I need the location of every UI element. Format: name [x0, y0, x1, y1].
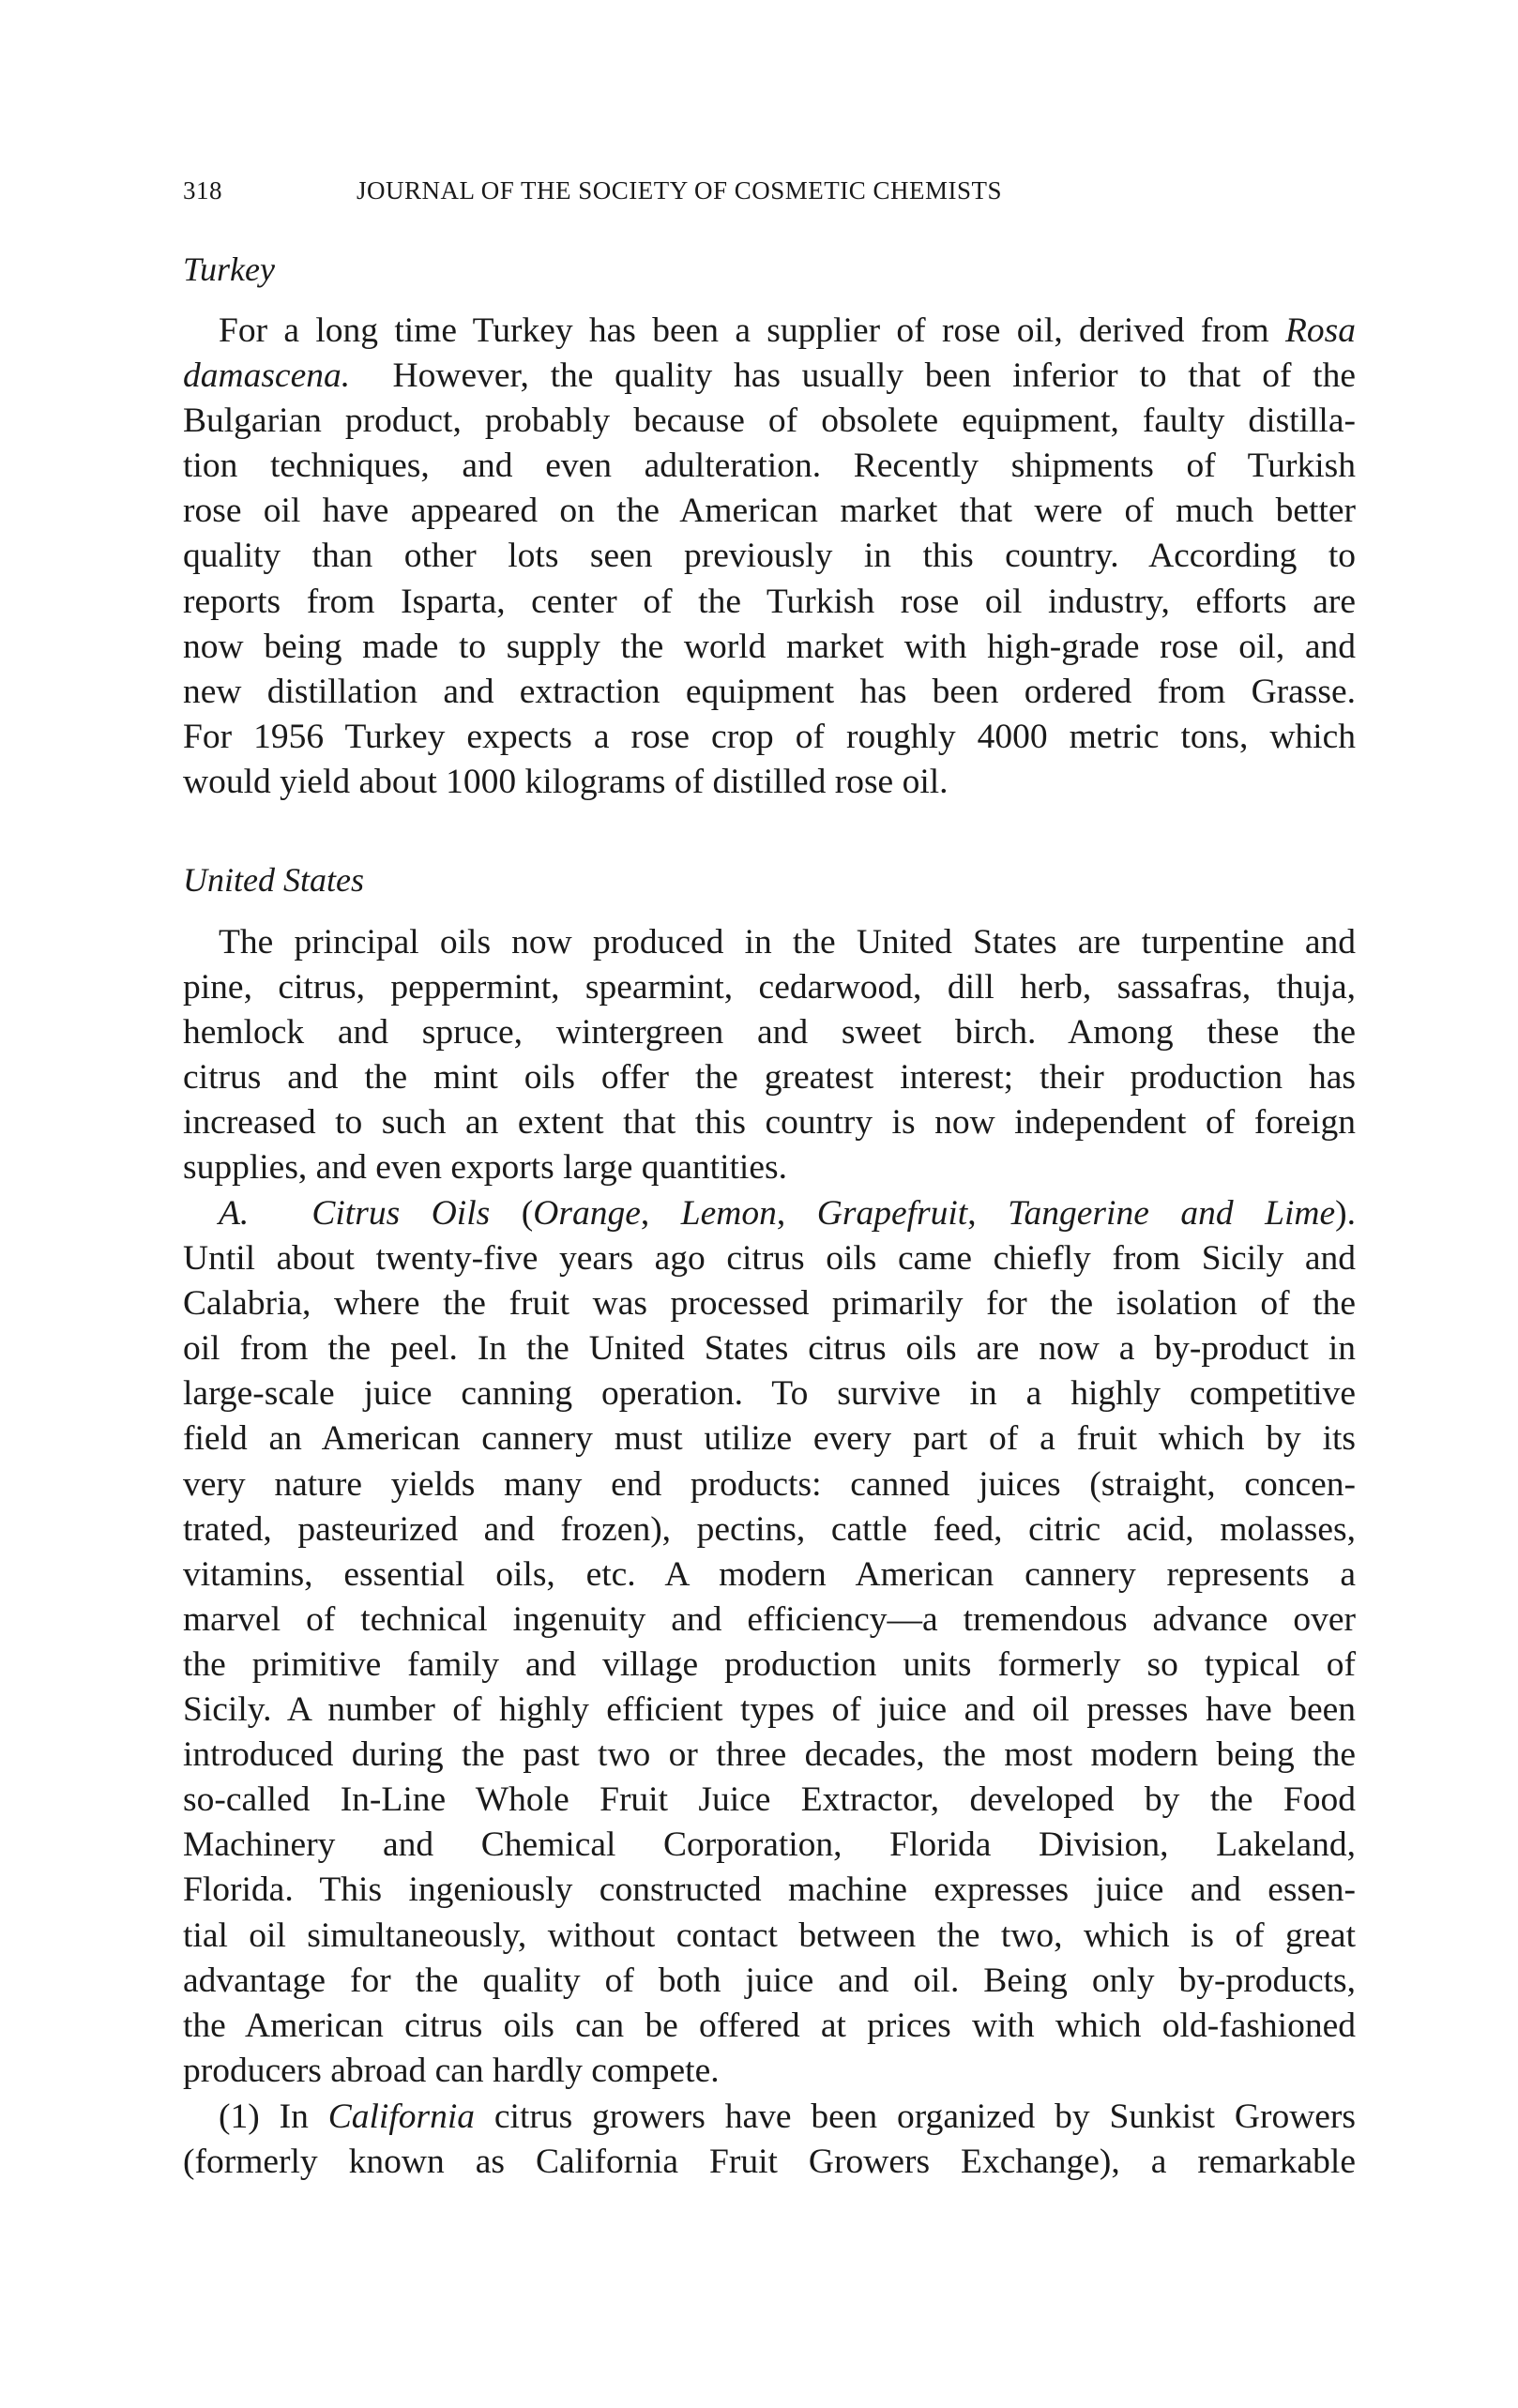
- text-line: very nature yields many end products: canned juices (straight, concen-: [183, 1464, 1356, 1504]
- text-line: supplies, and even exports large quantities.: [183, 1148, 787, 1188]
- text-line: Florida. This ingeniously constructed machine expresses juice and essen-: [183, 1870, 1356, 1910]
- text-line: The principal oils now produced in the United States are turpentine and: [219, 923, 1356, 962]
- text-line: the American citrus oils can be offered at prices with which old-fashioned: [183, 2006, 1356, 2045]
- text-line: now being made to supply the world market with high-grade rose oil, and: [183, 627, 1356, 666]
- paragraph-citrus-oils: [183, 1191, 1356, 2094]
- text-line: (formerly known as California Fruit Growers Exchange), a remarkable: [183, 2143, 1356, 2182]
- text-line: tion techniques, and even adulteration. Recently shipments of Turkish: [183, 447, 1356, 486]
- text-line: introduced during the past two or three decades, the most modern being the: [183, 1735, 1356, 1775]
- text-line: oil from the peel. In the United States citrus oils are now a by-product in: [183, 1329, 1356, 1369]
- text-line: marvel of technical ingenuity and efficiency—a tremendous advance over: [183, 1599, 1356, 1639]
- text-line: trated, pasteurized and frozen), pectins, cattle feed, citric acid, molasses,: [183, 1509, 1356, 1549]
- section-heading-turkey: Turkey: [183, 250, 275, 288]
- text-line: new distillation and extraction equipment has been ordered from Grasse.: [183, 672, 1356, 711]
- text-line: damascena. However, the quality has usually been inferior to that of the: [183, 356, 1356, 396]
- text-line: (1) In California citrus growers have been organized by Sunkist Growers: [219, 2098, 1356, 2136]
- text-line: rose oil have appeared on the American market that were of much better: [183, 492, 1356, 531]
- section-heading-united-states: United States: [183, 861, 364, 899]
- text-line: Sicily. A number of highly efficient types of juice and oil presses have been: [183, 1690, 1356, 1730]
- paragraph-turkey: [183, 309, 1356, 805]
- text-line: Machinery and Chemical Corporation, Florida Division, Lakeland,: [183, 1825, 1356, 1865]
- paragraph-us-principal-oils: [183, 920, 1356, 1191]
- text-line: vitamins, essential oils, etc. A modern American cannery represents a: [183, 1554, 1356, 1594]
- text-line: For a long time Turkey has been a supplier of rose oil, derived from Rosa: [219, 311, 1357, 350]
- text-line: Bulgarian product, probably because of obsolete equipment, faulty distilla-: [183, 401, 1356, 441]
- text-line: citrus and the mint oils offer the greatest interest; their production has: [183, 1058, 1356, 1098]
- subheading-citrus-oils: A. Citrus Oils (Orange, Lemon, Grapefruit, Tangerine and Lime).: [219, 1194, 1357, 1233]
- text-line: hemlock and spruce, wintergreen and sweet birch. Among these the: [183, 1013, 1356, 1053]
- text-line: tial oil simultaneously, without contact between the two, which is of great: [183, 1916, 1356, 1955]
- text-line: advantage for the quality of both juice and oil. Being only by-products,: [183, 1961, 1356, 2000]
- paragraph-california: [183, 2095, 1356, 2185]
- text-line: so-called In-Line Whole Fruit Juice Extractor, developed by the Food: [183, 1780, 1356, 1820]
- text-line: field an American cannery must utilize every part of a fruit which by its: [183, 1419, 1356, 1459]
- text-line: reports from Isparta, center of the Turkish rose oil industry, efforts are: [183, 582, 1356, 621]
- text-line: large-scale juice canning operation. To survive in a highly competitive: [183, 1374, 1356, 1414]
- text-line: For 1956 Turkey expects a rose crop of roughly 4000 metric tons, which: [183, 717, 1356, 756]
- text-line: pine, citrus, peppermint, spearmint, cedarwood, dill herb, sassafras, thuja,: [183, 968, 1356, 1007]
- journal-title: JOURNAL OF THE SOCIETY OF COSMETIC CHEMISTS: [357, 176, 1003, 204]
- text-line: quality than other lots seen previously in this country. According to: [183, 537, 1356, 576]
- italic-term: damascena.: [183, 356, 351, 396]
- text-line: would yield about 1000 kilograms of distilled rose oil.: [183, 762, 949, 801]
- italic-term: California: [327, 2098, 475, 2136]
- page-number: 318: [183, 176, 222, 204]
- text-line: producers abroad can hardly compete.: [183, 2051, 720, 2090]
- text-line: increased to such an extent that this country is now independent of foreign: [183, 1103, 1356, 1143]
- italic-term: Rosa: [1285, 311, 1357, 350]
- text-line: Calabria, where the fruit was processed primarily for the isolation of the: [183, 1284, 1356, 1324]
- text-line: Until about twenty-five years ago citrus oils came chiefly from Sicily and: [183, 1239, 1356, 1279]
- text-line: the primitive family and village production units formerly so typical of: [183, 1644, 1356, 1684]
